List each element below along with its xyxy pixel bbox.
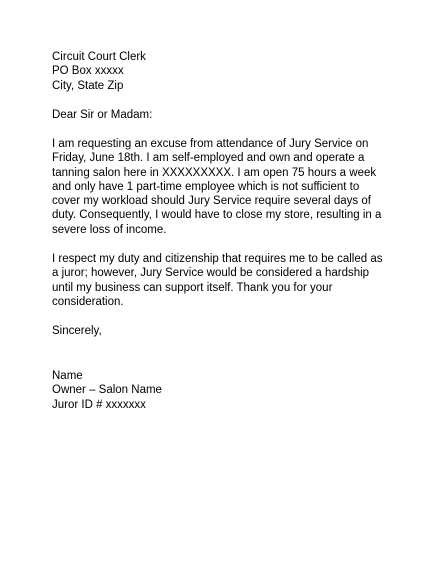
paragraph-line: and only have 1 part-time employee which is not sufficient to: [52, 180, 360, 193]
salutation-text: Dear Sir or Madam:: [52, 109, 153, 121]
signature-block: [52, 369, 392, 412]
closing-text: Sincerely,: [52, 325, 102, 337]
closing: [52, 324, 392, 338]
paragraph-line: duty. Consequently, I would have to close my store, resulting in a: [52, 209, 382, 222]
signature-title: Owner – Salon Name: [52, 384, 162, 397]
body-paragraph-2: [52, 252, 392, 309]
address-line: City, State Zip: [52, 79, 124, 92]
paragraph-line: tanning salon here in XXXXXXXXX. I am open 75 hours a week: [52, 166, 377, 179]
paragraph-line: Friday, June 18th. I am self-employed and own and operate a: [52, 152, 365, 165]
paragraph-line: I respect my duty and citizenship that requires me to be called as: [52, 253, 383, 265]
salutation: [52, 108, 392, 122]
juror-id: Juror ID # xxxxxxx: [52, 398, 146, 411]
paragraph-line: I am requesting an excuse from attendance of Jury Service on: [52, 138, 369, 150]
address-line: PO Box xxxxx: [52, 65, 124, 78]
recipient-address: [52, 50, 392, 93]
paragraph-line: cover my workload should Jury Service require several days of: [52, 195, 371, 208]
paragraph-line: until my business can support itself. Thank you for your: [52, 281, 333, 294]
body-paragraph-1: [52, 137, 392, 237]
paragraph-line: consideration.: [52, 295, 124, 308]
paragraph-line: a juror; however, Jury Service would be considered a hardship: [52, 267, 370, 280]
address-line: Circuit Court Clerk: [52, 51, 146, 63]
paragraph-line: severe loss of income.: [52, 223, 167, 236]
signature-name: Name: [52, 370, 83, 382]
